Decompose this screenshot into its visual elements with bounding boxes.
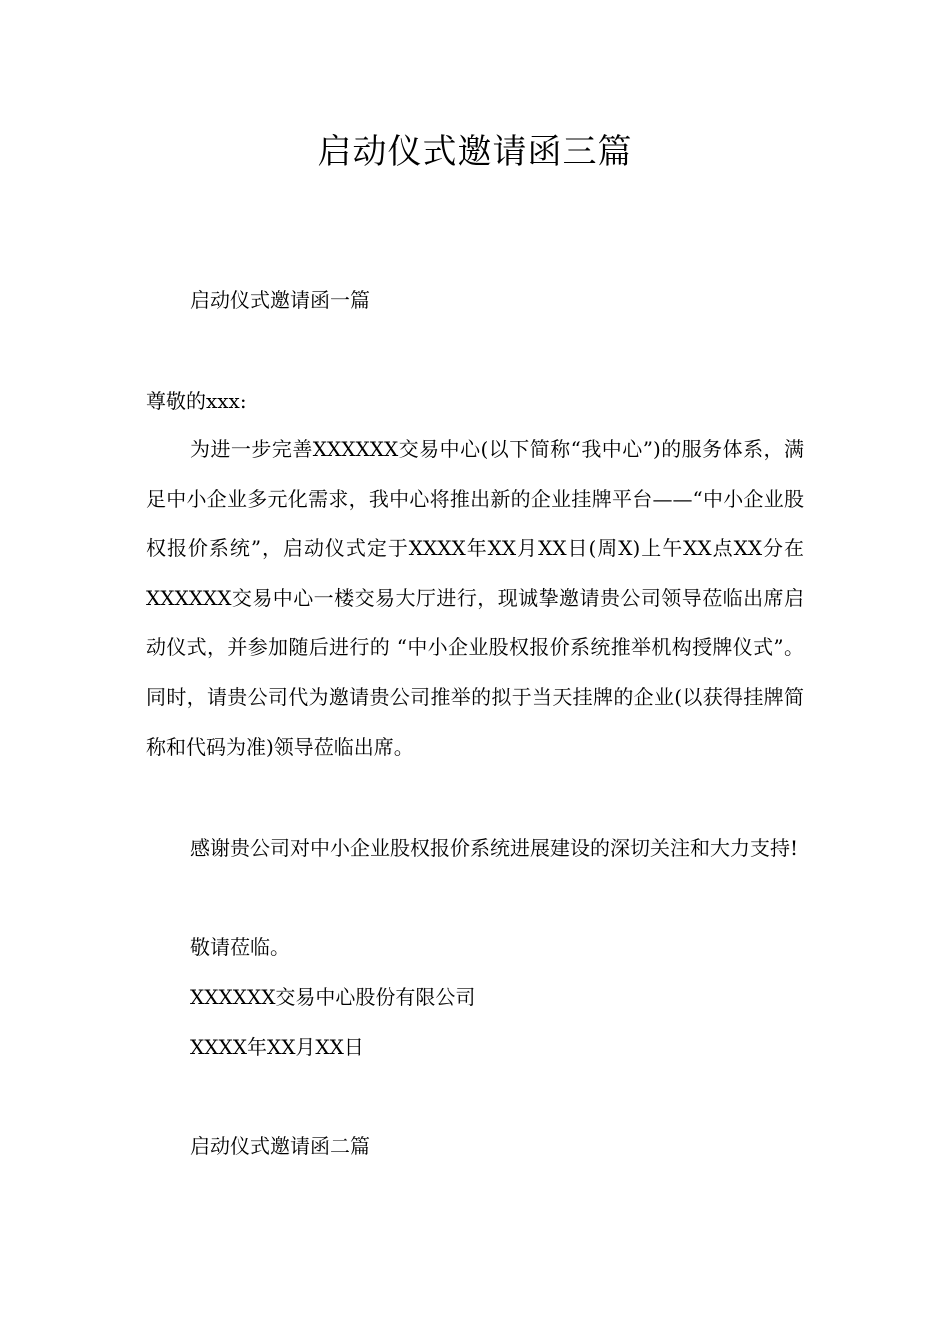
section-heading-one: 启动仪式邀请函一篇 [190,288,370,312]
closing-line: 敬请莅临。 [190,935,290,959]
salutation: 尊敬的xxx: [146,389,247,413]
section-heading-two: 启动仪式邀请函二篇 [190,1134,370,1158]
signature-date: XXXX年XX月XX日 [190,1035,364,1059]
document-title: 启动仪式邀请函三篇 [317,132,633,172]
invitation-paragraph-thanks: 感谢贵公司对中小企业股权报价系统进展建设的深切关注和大力支持! [190,836,799,860]
invitation-paragraph-main: 为进一步完善XXXXXX交易中心(以下简称“我中心”)的服务体系，满足中小企业多元化需求，我中心将推出新的企业挂牌平台——“中小企业股权报价系统”，启动仪式定于XXXX年XX月XX日(周X)上午XX点XX分在XXXXXX交易中心一楼交易大厅进行，现诚挚邀请贵公司领导莅临出席启动仪式，并参加随后进行的 “中小企业股权报价系统推举机构授牌仪式”。同时，请贵公司代为邀请贵公司推举的拟于当天挂牌的企业(以获得挂牌简称和代码为准)领导莅临出席。 [146,437,804,759]
signature-company: XXXXXX交易中心股份有限公司 [190,985,476,1009]
